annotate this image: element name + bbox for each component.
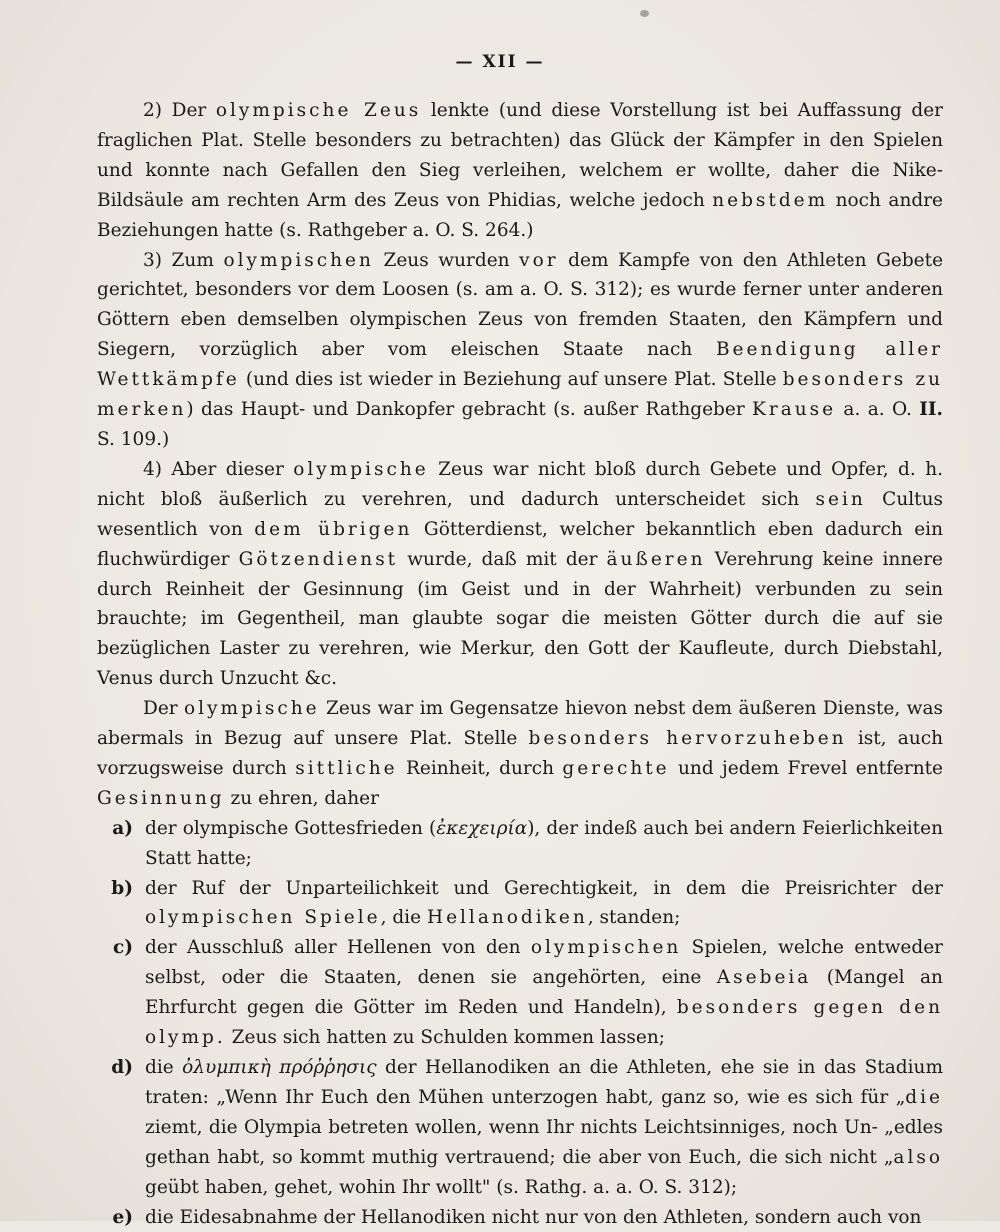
spaced-text: dem übrigen [254,518,413,540]
list-item-body [145,1053,943,1203]
text-run: Spielen, welche entweder selbst, oder die Staaten, denen sie angehörten, eine [145,937,944,989]
list-item-c [97,933,943,1053]
text-run: Götterdienst, welcher bekanntlich eben dadurch ein fluchwürdiger [97,518,944,570]
text-run: der Ausschluß aller Hellenen von den [145,937,531,959]
text-run: wurde, daß mit der [398,548,607,570]
spaced-text: olympischen Spiele [145,907,381,929]
spaced-text: gerechte [562,757,670,779]
spaced-text: besonders zu merken [97,369,944,421]
text-run: dem Kampfe von den Athleten Gebete gerichtet, besonders vor dem Loosen (s. am a. O. S. 312); es wurde ferner unter anderen Göttern eben demselben olympischen Zeus von fremden Staaten, den Kämpfern und Siegern, vorzüglich aber vom eleischen Staate nach [97,249,944,361]
list-item-e [97,1203,943,1232]
text-run: Zeus wurden [373,249,520,271]
list-label: a) [112,817,133,839]
text-run: (und dies ist wieder in Beziehung auf unsere Plat. Stelle [239,369,783,391]
paragraph-3 [97,246,943,455]
text-run: die [145,1057,183,1078]
spaced-text: olympische [293,458,429,480]
text-run: Zeus war im Gegensatze hievon nebst dem äußeren Dienste, was abermals in Bezug auf unsere Plat. Stelle [97,698,943,750]
spaced-text: olympischen [530,937,682,959]
text-run: Zeus war nicht bloß durch Gebete und Opfer, d. h. nicht bloß äußerlich zu verehren, und dadurch unterscheidet sich [97,458,943,510]
text-run: 3) Zum [143,249,224,271]
list-label: d) [111,1057,133,1078]
text-run: der olympische Gottesfrieden ( [145,817,437,839]
spaced-text: olympische Zeus [215,100,422,121]
text-run: (Mangel an Ehrfurcht gegen die Götter im Reden und Handeln), [145,967,943,1019]
list-item-body [145,814,943,874]
page-number: — XII — [455,52,545,72]
spaced-text: Asebeia [716,967,812,989]
text-run: ), der indeß auch bei andern Feierlichkeiten Statt hatte; [145,817,943,869]
text-run: Cultus wesentlich von [97,488,943,540]
spaced-text: olympische [184,698,320,720]
list-label: c) [112,937,133,959]
list-item-body [145,874,943,934]
text-run: geübt haben, gehet, wohin Ihr wollt" (s. Rathg. a. a. O. S. 312); [145,1176,738,1198]
text-run: Der [143,698,185,720]
spaced-text: sein [815,488,866,510]
list-item-body [145,1203,943,1232]
spaced-text: sittliche [295,757,398,779]
text-run: lenkte (und diese Vorstellung ist bei Auffassung der fraglichen Plat. Stelle besonders zu betrachten) das Glück der Kämpfer in den Spielen und konnte nach Gefallen den Sieg verleihen, welchem er wollte, daher die Nike-Bildsäule am rechten Arm des Zeus von Phidias, welche jedoch [97,100,944,211]
list-item-b [97,874,943,934]
bold-text: II. [919,399,943,421]
text-run: noch andre Beziehungen hatte (s. Rathgeber a. O. S. 264.) [97,189,944,241]
text-run: Reinheit, durch [397,757,563,779]
text-run: a. a. O. [836,399,920,421]
text-run: Verehrung keine innere durch Reinheit der Gesinnung (im Geist und in der Wahrheit) verbunden zu sein brauchte; im Gegentheil, man glaubte sogar die meisten Götter durch die auf sie bezüglichen Laster zu verehren, wie Merkur, den Gott der Kaufleute, durch Diebstahl, Venus durch Unzucht &c. [97,548,943,690]
list-item-body [145,933,943,1053]
text-run: ist, auch vorzugsweise durch [97,728,944,779]
greek-text: ἐκεχειρία [436,817,528,839]
spaced-text: nebstdem [712,189,829,211]
spaced-text: Gesinnung [97,787,225,809]
list-label: e) [112,1206,133,1228]
spaced-text: Hellanodiken [426,907,588,929]
spaced-text: Götzendienst [238,548,399,570]
list-item-d [97,1053,943,1203]
text-run: S. 109.) [97,428,170,450]
spaced-text: äußeren [606,548,706,570]
text-run: ) das Haupt- und Dankopfer gebracht (s. außer Rathgeber [186,399,753,421]
spaced-text: also [893,1146,943,1168]
spaced-text: Krause [752,399,837,421]
list-label: b) [111,877,133,899]
text-run: Zeus sich hatten zu Schulden kommen lassen; [225,1027,665,1049]
paragraph-4 [97,455,943,694]
list-item-a [97,814,943,874]
text-run: 2) Der [143,100,216,121]
text-run: der Hellanodiken an die Athleten, ehe sie in das Stadium traten: „Wenn Ihr Euch den Mühen unterzogen habt, ganz so, wie es sich für „ [145,1057,943,1108]
ink-spot [640,10,649,17]
page-text [97,96,943,1232]
paragraph-2 [97,96,943,246]
spaced-text: Beendigung aller Wettkämpfe [97,339,944,391]
spaced-text: besonders gegen den olymp. [145,997,944,1049]
text-run: die Eidesabnahme der Hellanodiken nicht nur von den Athleten, sondern auch von [145,1206,922,1228]
text-run: , die [380,907,427,929]
greek-text: ὀλυμπικὴ πρόῤῥησις [182,1057,377,1078]
text-run: zu ehren, daher [224,787,379,809]
spaced-text: besonders hervorzuheben [528,728,847,750]
text-run: 4) Aber dieser [143,458,294,480]
text-run: der Ruf der Unparteilichkeit und Gerechtigkeit, in dem die Preisrichter der [145,877,943,899]
spaced-text: vor [519,249,559,271]
spaced-text: die [905,1086,943,1108]
text-run: und jedem Frevel entfernte [669,757,944,779]
text-run: , standen; [587,907,681,929]
text-run: ziemt, die Olympia betreten wollen, wenn Ihr nichts Leichtsinniges, noch Un- „edles gethan habt, so kommt muthig vertrauend; die aber von Euch, die sich nicht „ [145,1116,943,1168]
paragraph-5 [97,694,943,814]
spaced-text: olympischen [223,249,374,271]
